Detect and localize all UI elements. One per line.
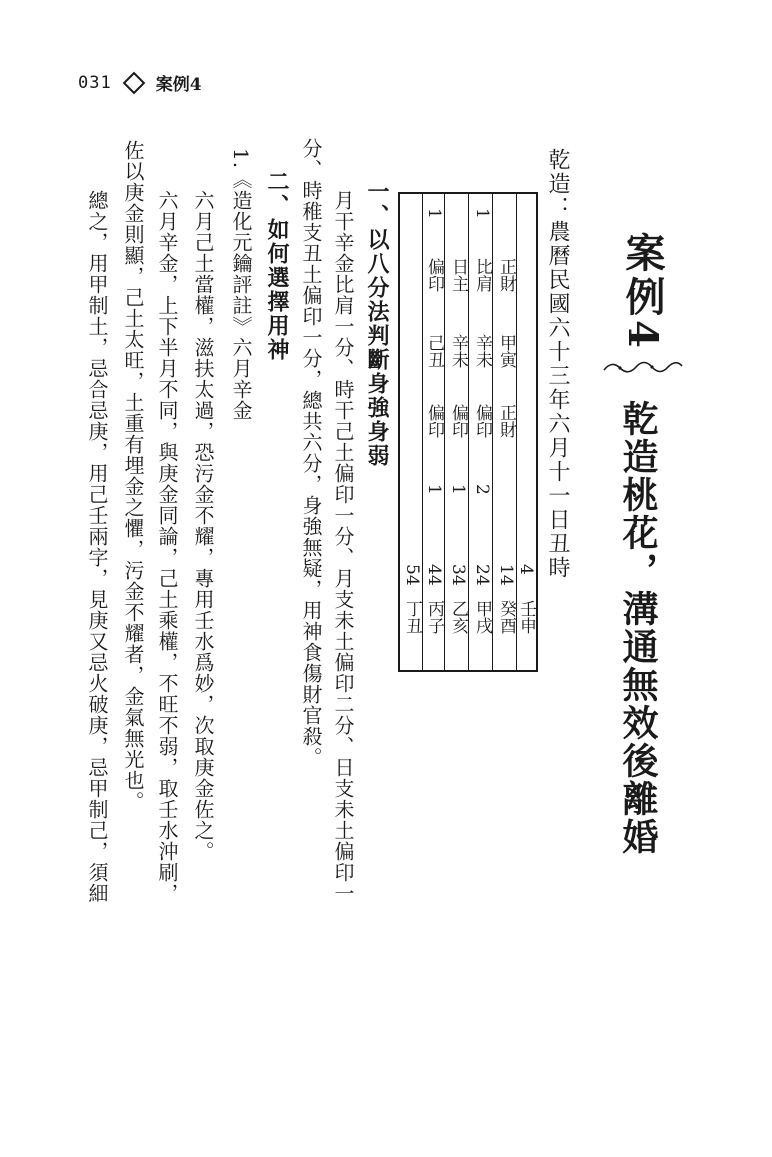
section-1-paragraph: 分、時稚支丑土偏印一分，總共六分，身強無疑，用神食傷財官殺。 bbox=[299, 138, 323, 768]
section-1-heading: 一、以八分法判斷身強身弱 bbox=[364, 180, 390, 468]
text-line: 六月辛金，上下半月不同，與庚金同論，己土乘權，不旺不弱，取壬水沖刷， bbox=[155, 190, 179, 904]
text-line: 佐以庚金則顯，己土太旺，土重有埋金之懼，污金不耀者，金氣無光也。 bbox=[121, 140, 145, 812]
score-cell: 1 bbox=[424, 484, 444, 495]
subsection-title: 1.《造化元鑰評註》六月辛金 bbox=[229, 148, 253, 422]
score-cell: 2 bbox=[472, 484, 492, 495]
case-title: 案例4 bbox=[619, 232, 666, 352]
branch-god: 偏印 bbox=[472, 404, 492, 438]
section-2-heading: 二、如何選擇用神 bbox=[264, 170, 290, 362]
pillar: 己丑 bbox=[424, 334, 444, 368]
stem-god: 偏印 bbox=[424, 258, 444, 292]
running-head: 案例4 bbox=[155, 75, 202, 95]
luck-pillar: 乙亥 bbox=[448, 600, 468, 634]
pillar: 辛未 bbox=[448, 334, 468, 368]
bazi-chart bbox=[398, 192, 538, 672]
score-cell: 1 bbox=[448, 484, 468, 495]
branch-god: 正財 bbox=[496, 404, 516, 438]
luck-pillar: 壬申 bbox=[516, 600, 536, 634]
luck-age-column bbox=[514, 194, 537, 670]
branch-god: 偏印 bbox=[424, 404, 444, 438]
stem-god: 正財 bbox=[496, 258, 516, 292]
section-1-paragraph: 月干辛金比肩一分、時干己土偏印一分、月支未土偏印二分、日支未土偏印一 bbox=[331, 190, 355, 904]
luck-age: 14 bbox=[496, 564, 516, 586]
ornament-divider bbox=[602, 356, 684, 378]
luck-age: 24 bbox=[472, 564, 492, 586]
luck-pillar: 丙子 bbox=[424, 600, 444, 634]
stem-god: 比肩 bbox=[472, 258, 492, 292]
birth-info: 乾造：農曆民國六十三年六月十一日丑時 bbox=[545, 148, 570, 580]
page-header bbox=[78, 70, 202, 95]
score-cell: 1 bbox=[472, 208, 492, 219]
page-number: 031 bbox=[78, 72, 112, 93]
luck-age-column-6 bbox=[400, 194, 423, 670]
diamond-icon bbox=[122, 71, 145, 94]
branch-god: 偏印 bbox=[448, 404, 468, 438]
luck-age: 44 bbox=[424, 564, 444, 586]
luck-pillar: 丁丑 bbox=[402, 600, 422, 634]
pillar: 辛未 bbox=[472, 334, 492, 368]
luck-age: 4 bbox=[516, 564, 536, 575]
text-line: 總之，用甲制土，忌合忌庚，用己壬兩字，見庚又忌火破庚，忌甲制己，須細 bbox=[85, 190, 109, 904]
score-cell: 1 bbox=[424, 208, 444, 219]
luck-pillar: 甲戌 bbox=[472, 600, 492, 634]
luck-pillar: 癸酉 bbox=[496, 600, 516, 634]
pillar: 甲寅 bbox=[496, 334, 516, 368]
luck-age: 54 bbox=[402, 564, 422, 586]
text-line: 六月己土當權，滋扶太過，恐污金不耀，專用壬水爲妙，次取庚金佐之。 bbox=[191, 190, 215, 862]
stem-god: 日主 bbox=[448, 258, 468, 292]
case-subtitle: 乾造桃花，溝通無效後離婚 bbox=[617, 400, 659, 856]
luck-age: 34 bbox=[448, 564, 468, 586]
